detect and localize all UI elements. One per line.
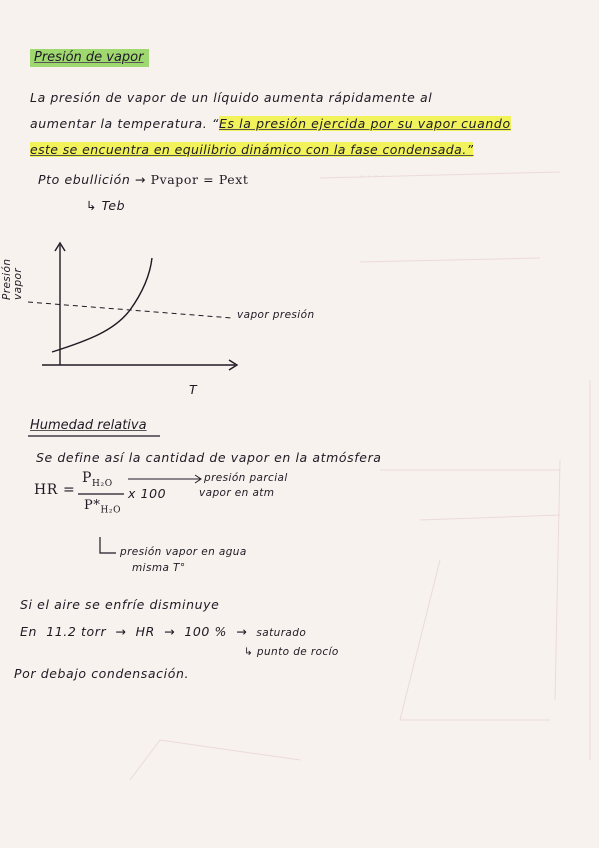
annotation-vapor-water-1: presión vapor en agua [120,546,247,558]
paragraph-line-2-plain: aumentar la temperatura. “ [30,116,219,131]
x-axis-label: T [189,382,198,397]
arrow-icon: → [115,624,127,639]
boiling-formula: Pvapor = Pext [150,172,249,187]
below-condensation: Por debajo condensación. [14,666,190,681]
paragraph-line-1: La presión de vapor de un líquido aumenta rápidamente al [30,90,433,105]
definition-line: Se define así la cantidad de vapor en la atmósfera [36,450,382,465]
annotation-partial-pressure-1: presión parcial [204,472,288,484]
en-prefix: En [20,624,38,639]
annotation-partial-pressure-2: vapor en atm [199,487,275,499]
page-title: Presión de vapor [30,50,149,65]
y-axis-label: Presión vapor [1,258,24,300]
pressure-line-label: vapor presión [237,309,315,321]
hr-lhs: HR = [34,482,76,498]
definition-highlight-1: Es la presión ejercida por su vapor cuando [219,116,511,131]
section-title-humedad: Humedad relativa [30,418,147,433]
percent-value: 100 % [184,624,228,639]
pressure-value: 11.2 torr [46,624,107,639]
definition-highlight-2: este se encuentra en equilibrio dinámico con la fase condensada.” [30,142,474,157]
teb-label: ↳ Teb [86,198,126,213]
dew-point-label: ↳ punto de rocío [244,646,339,658]
bleed-through: · · · · [360,170,385,183]
annotation-vapor-water-2: misma T° [132,562,186,574]
cooling-line: Si el aire se enfríe disminuye [20,597,220,612]
arrow-icon: → [236,624,248,639]
saturation-line [20,624,306,639]
boiling-point-label: Pto ebullición [38,172,131,187]
hr-numerator: $P_{H_2O}$ [82,470,113,489]
saturado-label: saturado [256,627,307,639]
arrow-icon: → [134,172,146,187]
hr-label: HR [135,624,155,639]
arrow-icon: → [164,624,176,639]
hr-denominator: $P*_{H_2O}$ [84,498,122,516]
hr-times-100: x 100 [128,486,167,501]
